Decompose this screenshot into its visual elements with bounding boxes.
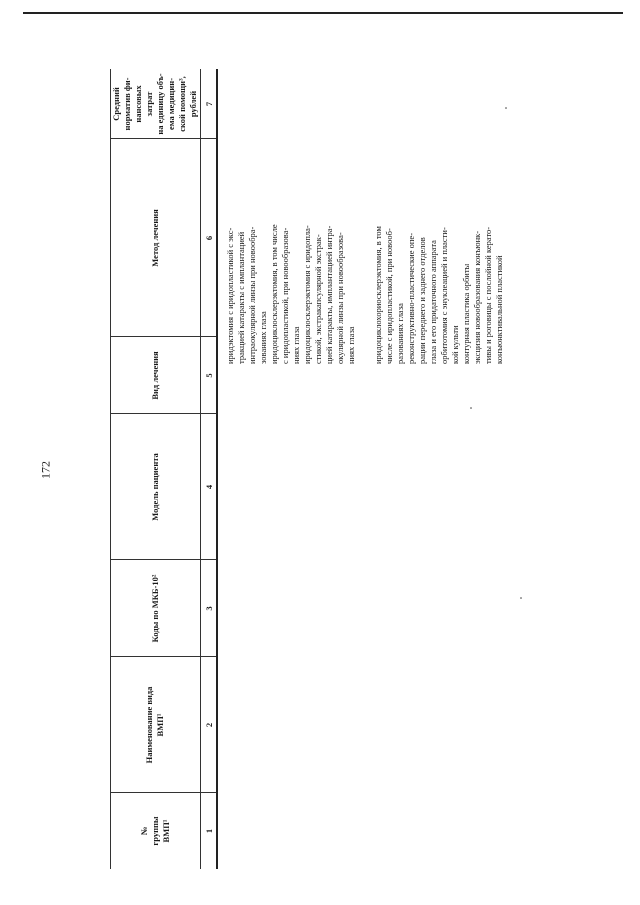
- header-line: Средний: [111, 87, 121, 121]
- treatment-method-line: иридоциклосклерэктомия с иридопла-: [302, 225, 312, 364]
- header-line: ема медицин-: [166, 77, 176, 131]
- page-number: 172: [38, 461, 53, 479]
- treatment-method-line: окулярной линзы при новообразова-: [335, 232, 345, 364]
- column-number: 3: [204, 606, 214, 611]
- header-line: Наименование вида: [144, 686, 154, 764]
- header-line: №: [138, 826, 149, 836]
- treatment-method-entry: [225, 206, 269, 364]
- treatment-method-line: числе с иридопластикой, при новооб-: [384, 228, 394, 364]
- column-number: 2: [204, 722, 214, 728]
- treatment-method-line: разованиях глаза: [395, 303, 405, 364]
- treatment-method-entry: [373, 206, 406, 364]
- header-line: ВМП¹: [155, 713, 165, 737]
- treatment-method-line: цией катаракты, имплантацией интра-: [324, 225, 334, 364]
- header-line: ВМП¹: [160, 819, 171, 843]
- treatment-method-entry: [269, 206, 302, 364]
- treatment-method-line: глаза и его придаточного аппарата: [428, 240, 438, 364]
- treatment-method-line: орбитотомия с энуклеацией и пласти-: [439, 227, 449, 364]
- treatment-method-line: тивы и роговицы с послойной керато-: [483, 226, 493, 364]
- treatment-method-line: контурная пластика орбиты: [461, 263, 471, 364]
- header-divider: [200, 69, 201, 869]
- column-number: 7: [204, 101, 214, 107]
- header-icd-codes: [110, 560, 200, 657]
- header-treatment-method: [110, 139, 200, 337]
- header-group-number: [110, 793, 200, 869]
- header-line: Вид лечения: [149, 351, 160, 400]
- scan-speck: [505, 108, 507, 110]
- column-number: 5: [204, 373, 214, 378]
- treatment-method-line: зованиях глаза: [258, 311, 268, 364]
- scan-speck: [470, 408, 472, 410]
- treatment-method-line: конъюнктивальной пластикой: [494, 255, 504, 364]
- header-line: нансовых затрат: [133, 85, 154, 123]
- treatment-method-line: ниях глаза: [291, 326, 301, 364]
- treatment-method-line: эксцизия новообразования конъюнк-: [472, 230, 482, 364]
- header-average-cost: [110, 69, 200, 139]
- header-line: на единицу объ-: [155, 73, 165, 135]
- header-line: Метод лечения: [149, 209, 160, 267]
- treatment-method-line: ниях глаза: [346, 326, 356, 364]
- treatment-method-line: стикой, экстракапсулярной экстрак-: [313, 234, 323, 364]
- header-line: норматив фи-: [122, 77, 132, 131]
- header-line: Модель пациента: [149, 453, 160, 521]
- treatment-method-line: с иридопластикой, при новообразова-: [280, 227, 290, 364]
- header-line: ской помощи³,: [177, 76, 187, 132]
- treatment-method-entry: [302, 206, 357, 364]
- header-vmp-name: [110, 657, 200, 793]
- treatment-method-line: тракцией катаракты с имплантацией: [236, 231, 246, 364]
- column-numbers-divider: [216, 69, 218, 869]
- header-line: Коды по МКБ-10²: [149, 574, 160, 643]
- header-patient-model: [110, 414, 200, 560]
- treatment-method-line: иридоциклохориосклерэктомия, в том: [373, 226, 383, 364]
- treatment-method-line: иридэктомия с иридопластикой с экс-: [225, 227, 235, 364]
- treatment-method-line: реконструктивно-пластические опе-: [406, 232, 416, 364]
- treatment-method-entry: [406, 206, 439, 364]
- scan-speck: [520, 598, 522, 600]
- treatment-method-entry: [439, 206, 461, 364]
- column-number: 4: [204, 484, 214, 490]
- treatment-method-entry: [461, 206, 472, 364]
- treatment-method-line: иридоциклосклерэктомия, в том числе: [269, 224, 279, 364]
- top-rule: [23, 12, 623, 14]
- treatment-method-line: рации переднего и заднего отделов: [417, 237, 427, 364]
- treatment-method-line: кой культи: [450, 325, 460, 364]
- treatment-method-line: интраокулярной линзы при новообра-: [247, 226, 257, 364]
- header-line: рублей: [188, 90, 198, 118]
- rotated-table-page: [110, 69, 610, 869]
- column-number: 6: [204, 235, 214, 241]
- treatment-methods-cell: [225, 206, 505, 364]
- treatment-method-entry: [472, 206, 505, 364]
- header-line: группы: [149, 816, 160, 846]
- column-number: 1: [204, 828, 214, 834]
- header-treatment-type: [110, 337, 200, 414]
